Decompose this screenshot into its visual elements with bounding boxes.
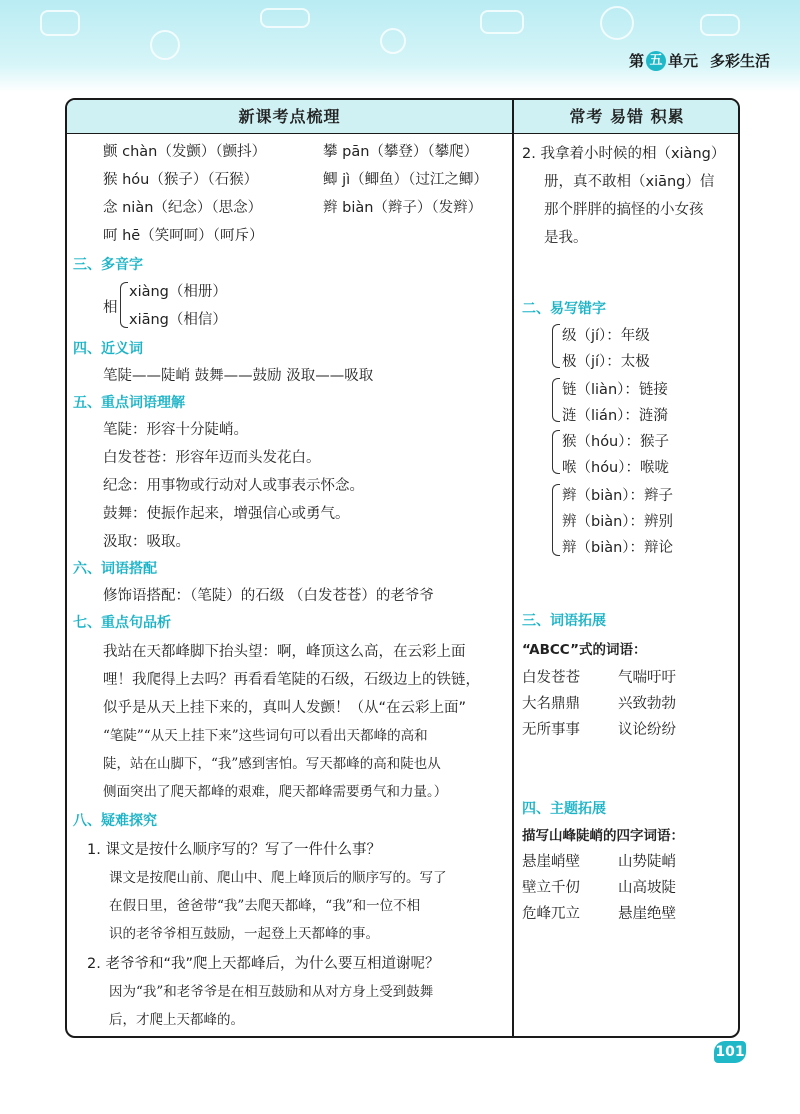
char-row-3-a: 念 niàn（纪念）（思念） [103,200,263,216]
banner-doodle [150,30,180,60]
left-header: 新课考点梳理 [67,100,512,134]
polyphone-reading-2: xiāng（相信） [129,312,227,328]
char-row-2-b: 鲫 jì（鲫鱼）（过江之鲫） [323,172,488,188]
example-line: 是我。 [544,230,588,246]
section-collocation-title: 六、词语搭配 [73,561,157,577]
brace [552,324,560,368]
meaning-item: 白发苍苍：形容年迈而头发花白。 [103,450,321,466]
banner-doodle [700,14,740,36]
inquiry-question-2: 2. 老爷爷和“我”爬上天都峰后，为什么要互相道谢呢？ [87,956,440,972]
misspelled-item: 级（jí）：年级 [562,328,650,344]
section-theme-title: 四、主题拓展 [522,801,606,817]
section-synonym-title: 四、近义词 [73,341,143,357]
theme-word: 山势陡峭 [618,854,676,870]
unit-suffix: 单元 [667,52,698,70]
banner-doodle [260,8,310,28]
synonym-line: 笔陡——陡峭 鼓舞——鼓励 汲取——吸取 [103,368,374,384]
theme-word: 危峰兀立 [522,906,580,922]
expand-word: 无所事事 [522,722,580,738]
sentence-line: 我站在天都峰脚下抬头望：啊，峰顶这么高，在云彩上面 [103,644,466,660]
meaning-item: 笔陡：形容十分陡峭。 [103,422,248,438]
left-column [67,100,512,1036]
sentence-line: 似乎是从天上挂下来的，真叫人发颤！（从“在云彩上面” [103,700,467,716]
inquiry-question-1: 1. 课文是按什么顺序写的？写了一件什么事？ [87,842,381,858]
section-polyphone-title: 三、多音字 [73,257,143,273]
theme-word: 悬崖峭壁 [522,854,580,870]
char-row-1-a: 颤 chàn（发颤）（颤抖） [103,144,267,160]
expand-word: 气喘吁吁 [618,670,676,686]
inquiry-answer-line: 后，才爬上天都峰的。 [109,1012,244,1028]
misspelled-item: 极（jí）：太极 [562,354,650,370]
banner-doodle [480,10,524,34]
top-banner [0,0,800,92]
char-row-4-a: 呵 hē（笑呵呵）（呵斥） [103,228,264,244]
misspelled-item: 辨（biàn）：辨别 [562,514,674,530]
brace [552,484,560,556]
collocation-line: 修饰语搭配：（笔陡）的石级 （白发苍苍）的老爷爷 [103,588,434,604]
banner-doodle [600,6,634,40]
meaning-item: 纪念：用事物或行动对人或事表示怀念。 [103,478,364,494]
page-number: 101 [714,1041,746,1063]
section-word-expand-title: 三、词语拓展 [522,613,606,629]
polyphone-reading-1: xiàng（相册） [129,284,227,300]
char-row-1-b: 攀 pān（攀登）（攀爬） [323,144,479,160]
polyphone-char: 相 [103,300,118,316]
word-expand-subtitle: “ABCC”式的词语： [522,642,647,658]
misspelled-item: 链（liàn）：链接 [562,382,668,398]
brace [552,378,560,422]
theme-word: 山高坡陡 [618,880,676,896]
theme-word: 悬崖绝壁 [618,906,676,922]
misspelled-item: 辫（biàn）：辫子 [562,488,674,504]
expand-word: 白发苍苍 [522,670,580,686]
sentence-line: “笔陡”“从天上挂下来”这些词句可以看出天都峰的高和 [103,728,428,744]
inquiry-answer-line: 因为“我”和老爷爷是在相互鼓励和从对方身上受到鼓舞 [109,984,434,1000]
misspelled-item: 涟（lián）：涟漪 [562,408,668,424]
sentence-line: 哩！我爬得上去吗？再看看笔陡的石级，石级边上的铁链， [103,672,480,688]
sentence-line: 侧面突出了爬天都峰的艰难，爬天都峰需要勇气和力量。） [103,784,448,800]
unit-prefix: 第 [628,52,644,70]
example-line: 2. 我拿着小时候的相（xiàng） [522,146,726,162]
theme-word: 壁立千仞 [522,880,580,896]
section-inquiry-title: 八、疑难探究 [73,813,157,829]
sentence-line: 陡，站在山脚下，“我”感到害怕。写天都峰的高和陡也从 [103,756,441,772]
expand-word: 兴致勃勃 [618,696,676,712]
theme-subtitle: 描写山峰陡峭的四字词语： [522,828,684,844]
unit-label [629,50,770,71]
char-row-2-a: 猴 hóu（猴子）（石猴） [103,172,259,188]
banner-doodle [40,10,80,36]
unit-number-badge: 五 [646,51,666,71]
expand-word: 大名鼎鼎 [522,696,580,712]
brace [120,282,128,328]
expand-word: 议论纷纷 [618,722,676,738]
inquiry-answer-line: 识的老爷爷相互鼓励，一起登上天都峰的事。 [109,926,379,942]
section-misspelled-title: 二、易写错字 [522,301,606,317]
brace [552,430,560,474]
right-column [514,100,740,1036]
example-line: 册，真不敢相（xiāng）信 [544,174,715,190]
char-row-3-b: 辫 biàn（辫子）（发辫） [323,200,483,216]
inquiry-answer-line: 课文是按爬山前、爬山中、爬上峰顶后的顺序写的。写了 [109,870,447,886]
misspelled-item: 喉（hóu）：喉咙 [562,460,670,476]
section-word-meaning-title: 五、重点词语理解 [73,395,185,411]
meaning-item: 鼓舞：使振作起来，增强信心或勇气。 [103,506,350,522]
unit-title: 多彩生活 [709,52,770,70]
meaning-item: 汲取：吸取。 [103,534,190,550]
banner-doodle [380,28,406,54]
section-sentence-title: 七、重点句品析 [73,615,171,631]
content-frame [65,98,740,1038]
misspelled-item: 猴（hóu）：猴子 [562,434,670,450]
inquiry-answer-line: 在假日里，爸爸带“我”去爬天都峰，“我”和一位不相 [109,898,421,914]
example-line: 那个胖胖的搞怪的小女孩 [544,202,704,218]
right-header: 常考 易错 积累 [514,100,740,134]
misspelled-item: 辩（biàn）：辩论 [562,540,674,556]
